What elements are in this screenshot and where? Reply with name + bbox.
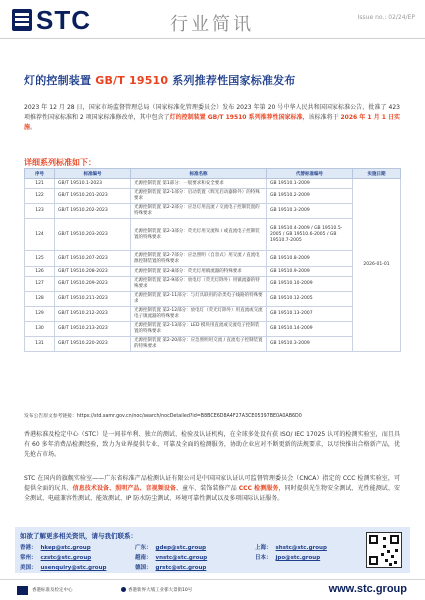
contact-entry [20, 553, 91, 561]
table-row [25, 251, 401, 267]
contact-city: 越南： [135, 555, 152, 561]
table-row [25, 189, 401, 204]
contact-city: 广东： [135, 545, 152, 551]
col-header-no: 序号 [25, 169, 55, 179]
cell-name: 光源控制装置 第2-11部分：与灯具联用的杂类电子线路的特殊要求 [131, 292, 267, 307]
cell-code: GB/T 19510.201-2023 [55, 189, 131, 204]
title-suffix: 系列推荐性国家标准发布 [168, 74, 296, 87]
issue-number: Issue no.: 02/24/EP [357, 14, 415, 21]
contact-email[interactable]: czstc@stc.group [40, 555, 92, 561]
cell-replace: GB 19510.8-2009 [267, 251, 353, 267]
cell-no: 128 [25, 292, 55, 307]
intro-end: 。 [30, 124, 37, 131]
table-row [25, 219, 401, 251]
p3-text-a: STC 在国内的旗舰实验室——广东省标准产品检测认证有限公司是中国国家认证认可监督管理委员会（CNCA）指定的 CCC 检测实验室，可提供全面的玩具、 [24, 475, 400, 492]
contact-email[interactable]: gdep@stc.group [155, 545, 207, 551]
contact-city: 香港： [20, 545, 37, 551]
intro-text: 2023 年 12 月 28 日，国家市场监督管理总局（国家标准化管理委员会）发布 2023 年第 20 号中华人民共和国国家标准公告，批准了 423 项推荐性国家标准和 2 项国家标准修改单，其中包含了 [24, 104, 400, 121]
cell-name: 光源控制装置 第2-13部分：LED 模块用直流或交流电子控制装置的特殊要求 [131, 322, 267, 337]
contact-entry [135, 563, 206, 571]
cell-replace: GB 19510.12-2005 [267, 292, 353, 307]
intro-mid: ，该标准将于 [302, 114, 341, 121]
cell-code: GB/T 19510.202-2023 [55, 204, 131, 219]
cell-no: 126 [25, 267, 55, 277]
cell-replace: GB 19510.2-2009 [267, 189, 353, 204]
cell-replace: GB 19510.4-2009 / GB 19510.5-2005 / GB 19510.6-2005 / GB 19510.7-2005 [267, 219, 353, 251]
cell-replace: GB 19510.10-2009 [267, 277, 353, 292]
contact-city: 上海： [255, 545, 272, 551]
section-heading: 详细系列标准如下： [24, 158, 96, 167]
intro-highlight-date: 2026 年 1 月 1 日实施 [24, 114, 400, 131]
table-row [25, 337, 401, 352]
page-header [0, 0, 425, 42]
cell-code: GB/T 19510.208-2023 [55, 267, 131, 277]
cell-replace: GB 19510.1-2009 [267, 179, 353, 189]
contact-entry [20, 563, 106, 571]
contact-entry [135, 543, 206, 551]
p3-text-c: ，同时提供光生物安全测试、光性能测试、安全测试、电磁兼容性测试、能效测试、IP 防水防尘测试、环境可靠性测试以及多项国际认证服务。 [24, 485, 400, 502]
p3-highlight-products: 信息技术设备、照明产品、音视频设备 [72, 485, 176, 492]
cell-no: 121 [25, 179, 55, 189]
footer-address: 香港新界大埔工业邨大景街10号 [128, 588, 193, 593]
article-title [24, 72, 404, 88]
cell-replace: GB 19510.13-2007 [267, 307, 353, 322]
table-row [25, 267, 401, 277]
cell-code: GB/T 19510.211-2023 [55, 292, 131, 307]
contact-city: 常州： [20, 555, 37, 561]
table-row [25, 322, 401, 337]
cell-replace: GB 19510.9-2009 [267, 267, 353, 277]
source-link[interactable]: 发布公告原文参考链接：https://std.samr.gov.cn/noc/search/nocDetailed?id=B8BCE6D8A4F27A3CE05397BE0A0AB6D0 [24, 414, 302, 419]
stc-services-paragraph [24, 474, 400, 504]
footer-logo-icon [17, 586, 28, 595]
cell-no: 124 [25, 219, 55, 251]
col-header-replace: 代替标准编号 [267, 169, 353, 179]
footer-website-link[interactable]: www.stc.group [328, 583, 407, 595]
col-header-code: 标准编号 [55, 169, 131, 179]
contact-entry [135, 553, 207, 561]
p3-text-b: 、童车、装饰装修产品 [175, 485, 239, 492]
cell-replace: GB 19510.3-2009 [267, 204, 353, 219]
contact-email[interactable]: usenquiry@stc.group [40, 565, 107, 571]
cell-name: 光源控制装置 第2-12部分：放电灯（荧光灯除外）用直流或交流电子镇流器的特殊要求 [131, 307, 267, 322]
contact-email[interactable]: jpo@stc.group [275, 555, 321, 561]
footer-organization: 香港标准及检定中心 [32, 588, 73, 593]
contact-heading: 如欲了解更多相关资讯，请与我们联系： [20, 532, 137, 540]
cell-no: 123 [25, 204, 55, 219]
newsletter-title: 行业简讯 [170, 14, 254, 35]
cell-no: 129 [25, 307, 55, 322]
cell-replace: GB 19510.14-2009 [267, 322, 353, 337]
contact-email[interactable]: shstc@stc.group [275, 545, 327, 551]
header-divider [0, 38, 425, 39]
table-header-row [25, 169, 401, 179]
intro-paragraph [24, 103, 400, 133]
intro-highlight-standard: 灯的控制装置 GB/T 19510 系列推荐性国家标准 [169, 114, 303, 121]
cell-code: GB/T 19510.207-2023 [55, 251, 131, 267]
cell-name: 光源控制装置 第1部分：一般要求和安全要求 [131, 179, 267, 189]
cell-name: 光源控制装置 第2-3部分：荧光灯用交流和 / 或直流电子控制装置的特殊要求 [131, 219, 267, 251]
title-highlight: GB/T 19510 [95, 74, 169, 87]
cell-code: GB/T 19510.213-2023 [55, 322, 131, 337]
contact-email[interactable]: grstc@stc.group [155, 565, 207, 571]
cell-code: GB/T 19510.212-2023 [55, 307, 131, 322]
cell-implement-date: 2026-01-01 [353, 179, 401, 352]
contact-city: 日本： [255, 555, 272, 561]
contact-entry [255, 543, 327, 551]
location-pin-icon [121, 587, 126, 592]
table-row [25, 307, 401, 322]
stc-logo-icon [12, 9, 32, 31]
cell-no: 131 [25, 337, 55, 352]
cell-replace: GB 19510.3-2009 [267, 337, 353, 352]
cell-code: GB/T 19510.220-2023 [55, 337, 131, 352]
cell-code: GB/T 19510.209-2023 [55, 277, 131, 292]
p3-highlight-ccc: CCC 检测服务 [238, 485, 279, 492]
contact-email[interactable]: hkep@stc.group [40, 545, 91, 551]
cell-name: 光源控制装置 第2-7部分：应急照明（自容式）用交流 / 直流电源控制装置的特殊要求 [131, 251, 267, 267]
contact-email[interactable]: vnstc@stc.group [155, 555, 208, 561]
cell-no: 127 [25, 277, 55, 292]
cell-no: 130 [25, 322, 55, 337]
qr-code-icon[interactable] [366, 532, 402, 568]
table-row [25, 292, 401, 307]
contact-city: 美国： [20, 565, 37, 571]
contact-entry [255, 553, 320, 561]
cell-name: 光源控制装置 第2-9部分：放电灯（荧光灯除外）用镇流器的特殊要求 [131, 277, 267, 292]
col-header-date: 实施日期 [353, 169, 401, 179]
cell-no: 125 [25, 251, 55, 267]
table-row [25, 179, 401, 189]
stc-intro-paragraph: 香港标准及检定中心（STC）是一间非牟利、独立的测试、检验及认证机构，在全球多处设有获 ISO/ IEC 17025 认可的检测实验室，而且具有 60 多年消费品检测经验，致力为业界提供专业、可靠及全面的检测服务，协助企业应对不断更新的法规要求，以尽快推出合格新产品，优先抢占市场。 [24, 431, 400, 458]
logo-text: STC [36, 5, 91, 35]
title-prefix: 灯的控制装置 [24, 74, 96, 87]
contact-entry [20, 543, 91, 551]
table-row [25, 204, 401, 219]
contact-box [15, 527, 410, 573]
contact-city: 德国： [135, 565, 152, 571]
cell-name: 光源控制装置 第2-1部分：启动装置（辉光启动器除外）的特殊要求 [131, 189, 267, 204]
col-header-name: 标准名称 [131, 169, 267, 179]
cell-name: 光源控制装置 第2-2部分：应急灯用直流 / 交流电子控制装置的特殊要求 [131, 204, 267, 219]
table-row [25, 277, 401, 292]
cell-code: GB/T 19510.203-2023 [55, 219, 131, 251]
cell-name: 光源控制装置 第2-8部分：荧光灯用镇流器的特殊要求 [131, 267, 267, 277]
cell-name: 光源控制装置 第2-20部分：应急照明用交流 / 直流电子控制装置的特殊要求 [131, 337, 267, 352]
cell-code: GB/T 19510.1-2023 [55, 179, 131, 189]
page-footer [0, 579, 425, 600]
standards-table [24, 168, 401, 352]
cell-no: 122 [25, 189, 55, 204]
